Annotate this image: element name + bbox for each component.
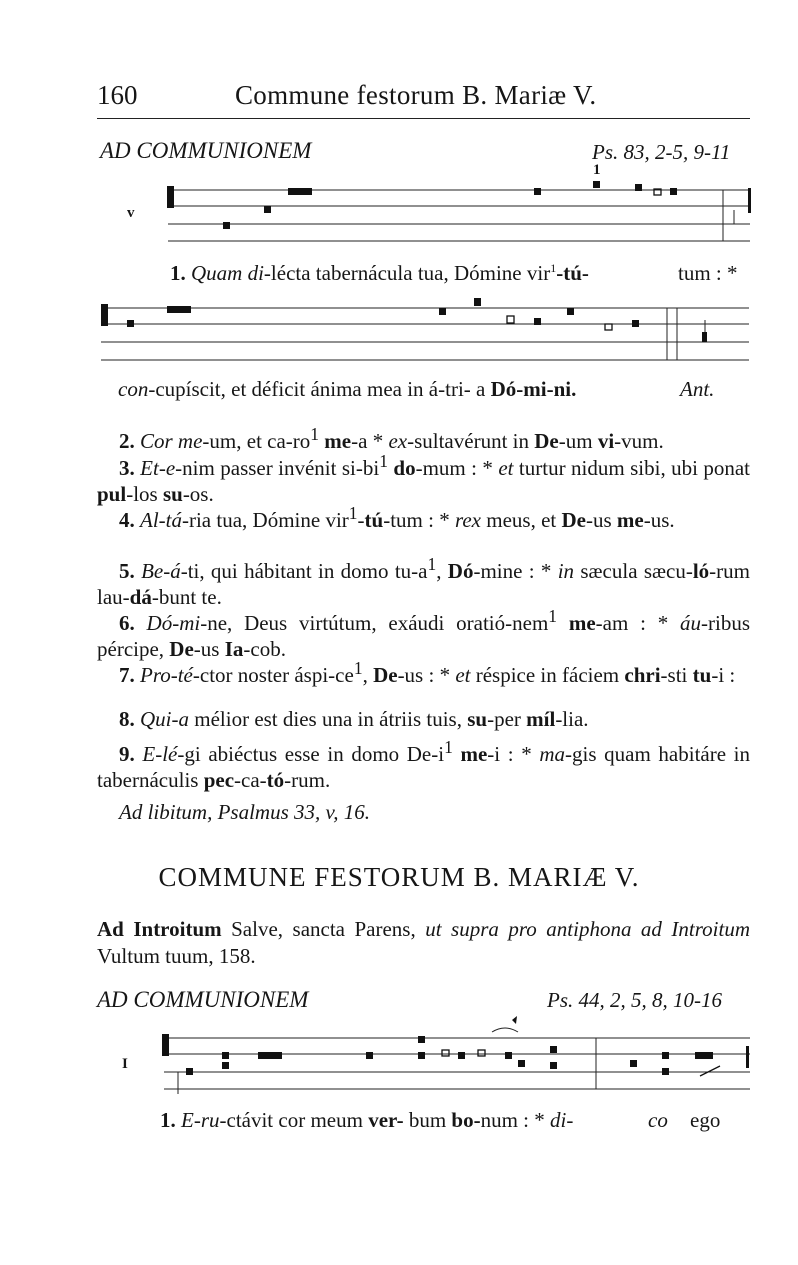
verse-text: Qui-a mélior est dies una in átriis tuis, su-per míl-lia. [140, 707, 589, 731]
verse-number: 1. [160, 1108, 176, 1132]
ad-communionem-label-2: AD COMMUNIONEM [97, 987, 309, 1012]
staff-mark: 1 [593, 162, 601, 178]
verse-text: Pro-té-ctor noster áspi-$ce^1$, De-us : * et réspice in fáciem chri-sti tu-i : [140, 658, 736, 687]
verse-6 [97, 603, 750, 662]
verse-8 [97, 706, 750, 732]
chant-text: lécta tabernácula tua, Dómine vir [270, 261, 551, 285]
chant-text-bold: ver- [368, 1108, 404, 1132]
chant-2-text-line-1 [160, 1108, 573, 1133]
verse-number: 9. [119, 742, 135, 766]
verse-text: Dó-mi-ne, Deus virtútum, exáudi oratió-nem$^1$ me-am : * áu-ribus pércipe, De-us Ia-cob. [97, 606, 751, 661]
verse-9 [97, 734, 750, 793]
chant-2-text-co: co [648, 1108, 668, 1132]
verse-number: 1. [170, 261, 186, 285]
intonation-text: Quam di- [191, 261, 271, 285]
chant-1-text-end: tum : * [678, 261, 738, 285]
chant-text: cupíscit, et déficit ánima mea in á-tri- a [155, 377, 491, 401]
introit-instruction: ut supra pro antiphona ad Introitum [425, 917, 750, 941]
psalm-reference-2: Ps. 44, 2, 5, 8, 10-16 [547, 988, 722, 1012]
antiphon-mark: Ant. [680, 377, 715, 401]
chant-2-text-ego: ego [690, 1108, 721, 1132]
verse-3 [97, 448, 750, 507]
verse-number: 3. [119, 456, 135, 480]
chant-text: num : * [480, 1108, 551, 1132]
chant-text: ctávit cor meum [226, 1108, 369, 1132]
introit-label: Ad Introitum [97, 917, 222, 941]
verse-text: E-lé-gi abiéctus esse in domo $De-i^1$ me-i : * ma-gis quam habitáre in tabernáculis pec-ca-tó-rum. [97, 737, 751, 792]
psalm-reference: Ps. 83, 2-5, 9-11 [592, 140, 731, 164]
verse-7 [97, 655, 750, 688]
chant-staff-1 [160, 180, 755, 250]
page-number: 160 [97, 80, 138, 110]
verse-5 [97, 551, 750, 610]
running-title: Commune festorum B. Mariæ V. [235, 80, 597, 110]
verse-number: 7. [119, 663, 135, 687]
chant-text-bold: Dó-mi-ni. [490, 377, 577, 401]
verse-number: 5. [119, 559, 135, 583]
verse-number: 2. [119, 429, 135, 453]
verse-text: Be-á-ti, qui hábitant in domo $tu-a^1$, Dó-mine : * in sæcula sæcu-ló-rum lau-dá-bunt te. [97, 554, 750, 609]
chant-staff-2 [97, 298, 755, 366]
chant-staff-3 [160, 1016, 755, 1096]
chant-text-italic: di- [550, 1108, 574, 1132]
header-rule [97, 118, 750, 119]
verse-text: Al-tá-ria tua, Dómine vir$^1$-tú-tum : * rex meus, et De-us me-us. [140, 503, 675, 532]
chant-1-text-line-2 [118, 377, 576, 402]
verse-4 [97, 500, 750, 533]
verse-number: 8. [119, 707, 135, 731]
accent-mark: 1 [550, 261, 557, 275]
chant-text: bum [403, 1108, 452, 1132]
mode-indicator: v [127, 205, 135, 221]
chant-1-text-line-1 [170, 261, 589, 286]
verse-number: 6. [119, 611, 135, 635]
chant-text-bold: -tú- [556, 261, 589, 285]
intonation-text: E-ru- [181, 1108, 227, 1132]
verse-text: Cor me-um, et $ca-ro^1$ me-a * ex-sultavérunt in De-um vi-vum. [140, 424, 664, 453]
section-title: COMMUNE FESTORUM B. MARIÆ V. [158, 862, 640, 892]
introit-text: Salve, sancta Parens, [221, 917, 426, 941]
ad-communionem-label: AD COMMUNIONEM [100, 138, 312, 163]
ad-libitum-note: Ad libitum, Psalmus 33, v, 16. [119, 800, 371, 824]
verse-number: 4. [119, 508, 135, 532]
introit-reference: Vultum tuum, 158. [97, 944, 256, 968]
mode-indicator-2: I [122, 1056, 128, 1072]
intonation-text: con- [118, 377, 156, 401]
chant-text-bold: bo- [451, 1108, 481, 1132]
introit-paragraph [97, 916, 750, 970]
verse-text: Et-e-nim passer invénit $si-bi^1$ do-mum : * et turtur nidum sibi, ubi ponat pul-los su-os. [97, 451, 751, 506]
